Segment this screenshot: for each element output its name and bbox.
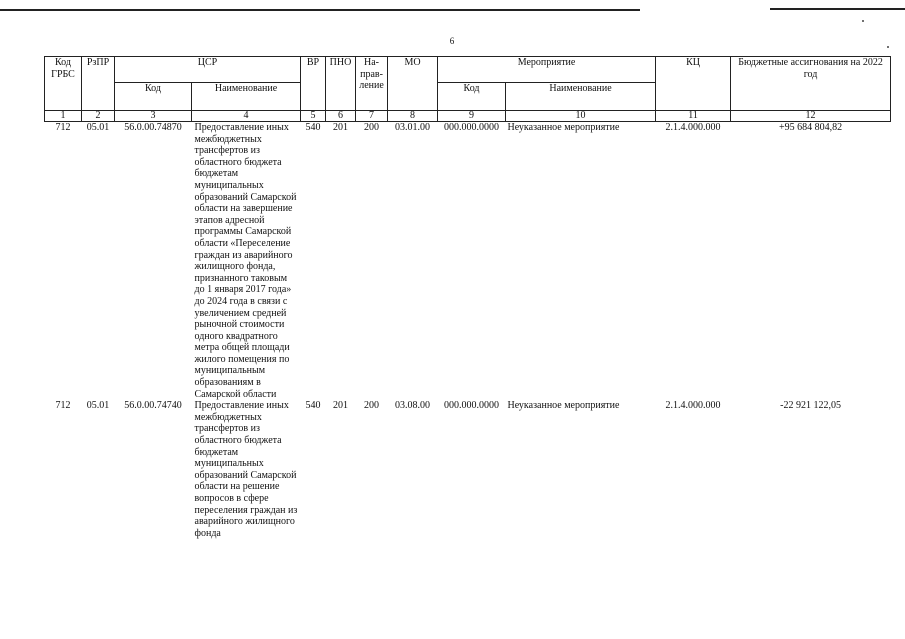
cell-csr-kod: 56.0.00.74740 [124,400,182,412]
header-kc: КЦ [656,57,731,111]
header-meropriyatie: Мероприятие [438,57,656,83]
cell-mo: 03.01.00 [395,122,431,133]
header-mo: МО [388,57,438,111]
column-number: 9 [438,111,506,122]
header-csr: ЦСР [115,57,301,83]
cell-kc: 2.1.4.000.000 [665,122,721,133]
cell-mer-kod: 000.000.0000 [444,122,500,133]
header-vr: ВР [301,57,326,111]
cell-pno: 201 [333,400,349,412]
budget-table [44,56,891,539]
cell-kc: 2.1.4.000.000 [665,400,721,412]
cell-csr-name: Предоставление иных межбюджетных трансфертов из областного бюджета бюджетам муниципальных образований Самарской области на решение вопросов в сфере переселения граждан из аварийного жилищного фонда [194,400,298,539]
column-number: 6 [326,111,356,122]
header-kod-grbs: Код ГРБС [45,57,82,111]
header-napravlenie: На-прав-ление [356,57,388,111]
cell-napravlenie: 200 [364,122,380,133]
cell-grbs: 712 [55,400,71,412]
scan-speck [887,46,889,48]
cell-rzpr: 05.01 [86,122,110,133]
header-mer-kod: Код [438,83,506,111]
cell-grbs: 712 [55,122,71,133]
column-numbers-row [45,111,891,122]
cell-amount: -22 921 122,05 [780,400,841,412]
column-number: 8 [388,111,438,122]
column-number: 10 [506,111,656,122]
table-row [45,400,891,539]
column-number: 12 [731,111,891,122]
column-number: 11 [656,111,731,122]
cell-vr: 540 [305,122,321,133]
cell-rzpr: 05.01 [86,400,110,412]
scan-speck [862,20,864,22]
column-number: 4 [192,111,301,122]
cell-mo: 03.08.00 [395,400,431,412]
header-csr-name: Наименование [192,83,301,111]
column-number: 2 [82,111,115,122]
cell-amount: +95 684 804,82 [778,122,843,133]
page-number: 6 [449,36,455,46]
cell-mer-kod: 000.000.0000 [444,400,500,412]
header-pno: ПНО [326,57,356,111]
cell-vr: 540 [305,400,321,412]
header-budget: Бюджетные ассигнования на 2022 год [731,57,891,111]
header-rzpr: РзПР [82,57,115,111]
table-row [45,122,891,401]
cell-mer-name: Неуказанное мероприятие [507,400,620,412]
top-border-line [0,9,640,11]
cell-pno: 201 [333,122,349,133]
header-csr-kod: Код [115,83,192,111]
column-number: 7 [356,111,388,122]
column-number: 3 [115,111,192,122]
cell-mer-name: Неуказанное мероприятие [507,122,620,133]
header-mer-name: Наименование [506,83,656,111]
column-number: 1 [45,111,82,122]
cell-napravlenie: 200 [364,400,380,412]
column-number: 5 [301,111,326,122]
top-border-line-right [770,8,905,10]
cell-csr-name: Предоставление иных межбюджетных трансфертов из областного бюджета бюджетам муниципальных образований Самарской области на завершение этапов адресной программы Самарской области «Переселение граждан из аварийного жилищного фонда, признанного таковым до 1 января 2017 года» до 2024 года в связи с увеличением средней рыночной стоимости одного квадратного метра общей площади жилого помещения по муниципальным образованиям в Самарской области [194,122,297,400]
cell-csr-kod: 56.0.00.74870 [124,122,182,133]
